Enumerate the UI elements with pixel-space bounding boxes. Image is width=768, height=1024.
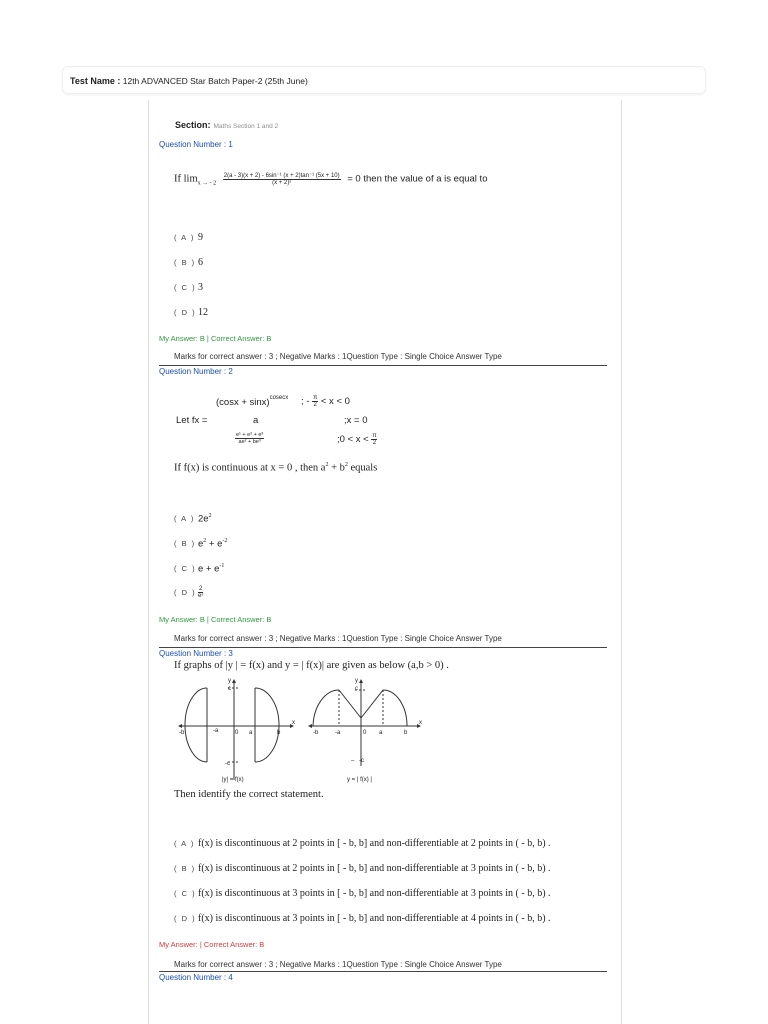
q3-option-d[interactable] xyxy=(174,913,551,924)
graph1-right-arc xyxy=(255,688,279,762)
q2-piece3-condition xyxy=(337,433,377,446)
q2-option-a[interactable] xyxy=(174,513,212,524)
q3-marks-line: Marks for correct answer : 3 ; Negative Marks : 1Question Type : Single Choice Answer Type xyxy=(174,960,502,969)
frac-num: 2 xyxy=(199,586,203,592)
option-label: ( C ) xyxy=(174,564,197,574)
q1-denominator: (x + 2)² xyxy=(272,180,292,186)
question-number-3: Question Number : 3 xyxy=(159,649,233,658)
q2-piece1-condition xyxy=(301,395,350,408)
q2-piece3-den: ae² + be³ xyxy=(238,439,261,446)
q2-option-c[interactable] xyxy=(174,563,224,574)
q3-option-a[interactable] xyxy=(174,838,551,849)
graph1-caption: |y| = f(x) xyxy=(222,777,244,783)
option-label: ( D ) xyxy=(174,308,197,317)
q1-option-b[interactable] xyxy=(174,257,203,268)
q3-option-c[interactable] xyxy=(174,888,551,899)
q1-option-d[interactable] xyxy=(174,307,208,318)
q2-answer-line: My Answer: B | Correct Answer: B xyxy=(159,615,272,624)
q2-text-sup1: 2 xyxy=(325,462,329,468)
graph1-y-label: y xyxy=(228,678,231,684)
graph1-zero-label: 0 xyxy=(235,730,239,736)
graph2-negb-label: -b xyxy=(313,730,319,736)
graph2-c-label: c xyxy=(355,686,358,692)
section-value: Maths Section 1 and 2 xyxy=(213,123,279,130)
graph2-x-label: x xyxy=(419,720,422,726)
question-2-text xyxy=(174,462,377,474)
graph2-seg2 xyxy=(361,690,383,718)
option-sup2: -2 xyxy=(222,538,228,544)
q3-answer-line: My Answer: | Correct Answer: B xyxy=(159,940,265,949)
option-label: ( D ) xyxy=(174,587,197,597)
graph2-nega-label: -a xyxy=(335,730,341,736)
q1-marks-line: Marks for correct answer : 3 ; Negative Marks : 1Question Type : Single Choice Answer Type xyxy=(174,352,502,361)
q2-text: If f(x) is continuous at x = 0 , then a xyxy=(174,462,326,474)
option-label: ( A ) xyxy=(174,233,195,242)
q3-graphs-figure xyxy=(173,676,428,788)
question-number-2: Question Number : 2 xyxy=(159,367,233,376)
q1-option-c[interactable] xyxy=(174,282,203,293)
graph1-b-label: b xyxy=(277,730,281,736)
q2-piece3-frac xyxy=(235,430,264,448)
graph2-left-arc xyxy=(313,690,339,726)
option-label: ( C ) xyxy=(174,889,197,898)
graph1-left-arc xyxy=(185,688,207,762)
option-label: ( A ) xyxy=(174,514,195,524)
option-label: ( B ) xyxy=(174,539,196,549)
q1-answer-line: My Answer: B | Correct Answer: B xyxy=(159,334,272,343)
section-heading xyxy=(175,120,278,130)
option-text: e + e xyxy=(198,563,220,575)
graph2-negc-label: -c xyxy=(359,758,364,764)
option-text: f(x) is discontinuous at 2 points in [ - b, b] and non-differentiable at 2 points in ( - b, b) . xyxy=(198,838,551,849)
q2-option-d[interactable] xyxy=(174,586,203,599)
q3-option-b[interactable] xyxy=(174,863,551,874)
question-number-1: Question Number : 1 xyxy=(159,140,233,149)
q3-divider xyxy=(159,971,607,972)
option-sup: 2 xyxy=(208,513,212,519)
question-1-text xyxy=(174,172,487,186)
q3-after-text: Then identify the correct statement. xyxy=(174,789,324,800)
option-text: 6 xyxy=(198,257,203,268)
q1-prefix: If lim xyxy=(174,173,198,185)
graph2-seg1 xyxy=(339,690,361,718)
q2-text-mid: + b xyxy=(328,462,345,474)
graph1-nega-label: -a xyxy=(213,728,219,734)
option-text: 12 xyxy=(198,307,208,318)
frac-den: 2 xyxy=(313,402,317,408)
q2-marks-line: Marks for correct answer : 3 ; Negative Marks : 1Question Type : Single Choice Answer Type xyxy=(174,634,502,643)
graph1-x-label: x xyxy=(292,720,295,726)
option-label: ( A ) xyxy=(174,839,195,848)
option-text: f(x) is discontinuous at 2 points in [ - b, b] and non-differentiable at 3 points in ( - b, b) . xyxy=(198,863,551,874)
graph2-caption: y = | f(x) | xyxy=(347,777,372,783)
section-label: Section: xyxy=(175,120,211,130)
option-sup: -1 xyxy=(219,563,225,569)
frac-num: π xyxy=(313,395,318,401)
option-label: ( B ) xyxy=(174,258,196,267)
option-frac xyxy=(198,586,203,599)
frac-den: e² xyxy=(198,593,204,599)
q2-option-b[interactable] xyxy=(174,538,227,549)
frac-den: 2 xyxy=(372,440,377,446)
q1-numerator: 2(a - 3)(x + 2) - 6sin⁻¹ (x + 2)tan⁻¹ (5x + 10) xyxy=(223,173,340,179)
graph1-negb-label: -b xyxy=(179,730,185,736)
q1-option-a[interactable] xyxy=(174,232,203,243)
option-mid: + e xyxy=(206,538,223,550)
test-name-label: Test Name : xyxy=(70,76,121,86)
graph2-b-label: b xyxy=(404,730,408,736)
q2-piece3-cond: ;0 < x < xyxy=(337,434,369,446)
q2-divider xyxy=(159,647,607,648)
q1-fraction xyxy=(223,172,341,186)
q2-let-label: Let fx = xyxy=(176,415,208,426)
q2-piece1-cond-end: < x < 0 xyxy=(320,396,350,408)
graph2-right-arc xyxy=(383,690,407,726)
test-name-value: 12th ADVANCED Star Batch Paper-2 (25th June) xyxy=(122,76,308,86)
q2-piece1-frac xyxy=(312,395,318,408)
q2-piece1-sup: cosecx xyxy=(269,395,289,401)
option-label: ( D ) xyxy=(174,914,197,923)
q2-piece2-cond: ;x = 0 xyxy=(344,415,368,426)
option-text: e xyxy=(198,538,204,550)
question-paper-card xyxy=(148,100,622,1024)
option-text: 3 xyxy=(198,282,203,293)
q2-text-end: equals xyxy=(347,462,378,474)
option-text: 9 xyxy=(198,232,203,243)
q1-divider xyxy=(159,365,607,366)
graph-2 xyxy=(308,679,421,766)
graph2-dash-label: – xyxy=(351,758,355,764)
q2-piece3-num: e¹ + e² + e³ xyxy=(236,432,264,439)
option-sup: 2 xyxy=(203,538,207,544)
graph1-a-label: a xyxy=(249,730,253,736)
option-text: 2e xyxy=(198,513,209,525)
option-label: ( C ) xyxy=(174,283,197,292)
graph1-c-label: c xyxy=(228,686,231,692)
q2-piece3-cond-frac xyxy=(371,433,377,446)
frac-num: π xyxy=(372,433,377,439)
graph1-negc-label: -c xyxy=(225,761,230,767)
graph2-zero-label: 0 xyxy=(363,730,367,736)
question-number-4: Question Number : 4 xyxy=(159,973,233,982)
q2-piece2-expr: a xyxy=(253,415,259,426)
question-3-text: If graphs of |y | = f(x) and y = | f(x)| are given as below (a,b > 0) . xyxy=(174,660,449,671)
q2-piece1-cond: ; - xyxy=(301,396,310,408)
q1-suffix: = 0 then the value of a is equal to xyxy=(347,173,488,185)
q1-limit-sub: x → - 2 xyxy=(197,180,217,187)
test-name-bar xyxy=(62,66,706,94)
q2-piece1-expr: (cosx + sinx) xyxy=(216,397,270,408)
q2-piece1 xyxy=(216,395,288,408)
graph2-y-label: y xyxy=(355,678,358,684)
graph2-a-label: a xyxy=(379,730,383,736)
option-label: ( B ) xyxy=(174,864,196,873)
option-text: f(x) is discontinuous at 3 points in [ - b, b] and non-differentiable at 3 points in ( - b, b) . xyxy=(198,888,551,899)
option-text: f(x) is discontinuous at 3 points in [ - b, b] and non-differentiable at 4 points in ( - b, b) . xyxy=(198,913,551,924)
q2-text-sup2: 2 xyxy=(344,462,348,468)
